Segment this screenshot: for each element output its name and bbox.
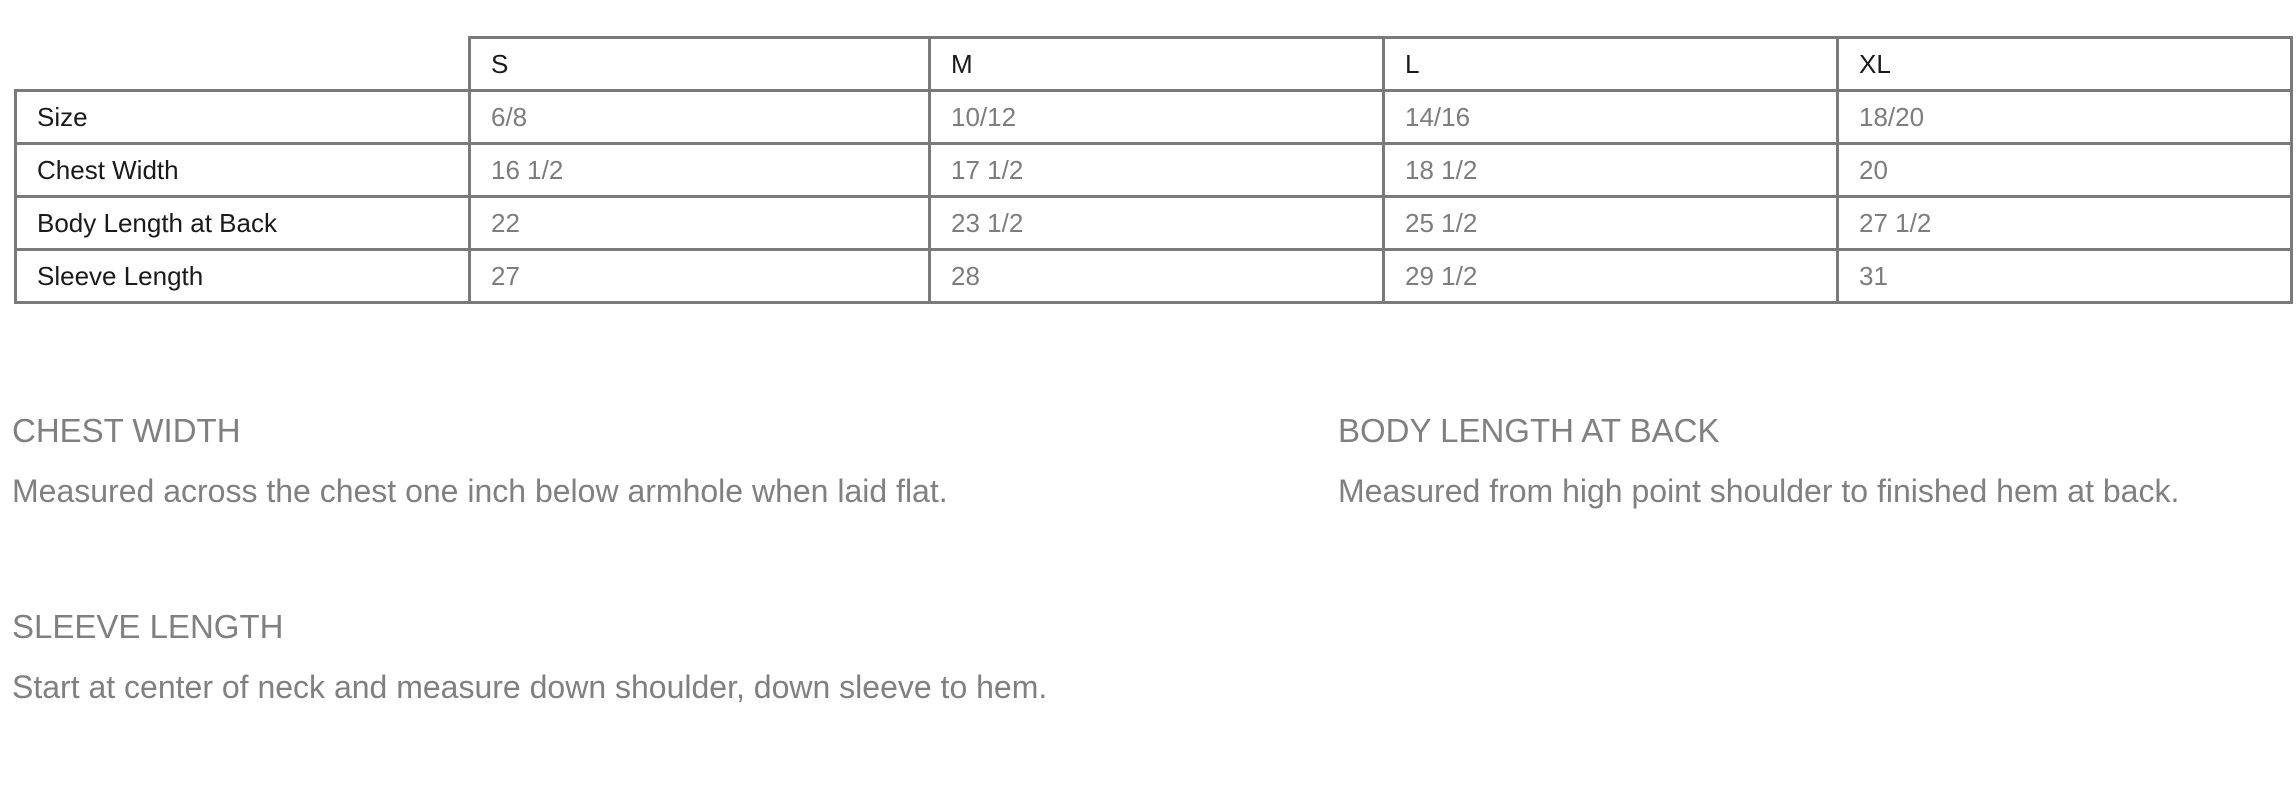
size-column-header: S [470,38,930,91]
table-row-sleeve-length [16,250,2292,303]
description-title: CHEST WIDTH [12,412,241,449]
size-header-row [16,38,2292,91]
row-label: Body Length at Back [16,197,470,250]
table-cell: 6/8 [470,91,930,144]
table-cell: 27 [470,250,930,303]
table-row-size [16,91,2292,144]
table-cell: 22 [470,197,930,250]
table-cell: 16 1/2 [470,144,930,197]
table-cell: 10/12 [930,91,1384,144]
description-title: SLEEVE LENGTH [12,608,284,645]
row-label: Chest Width [16,144,470,197]
size-column-header: M [930,38,1384,91]
description-text: Start at center of neck and measure down shoulder, down sleeve to hem. [12,669,1048,705]
table-cell: 17 1/2 [930,144,1384,197]
size-chart-table [14,36,2293,304]
table-cell: 20 [1838,144,2292,197]
chest-width-description [12,411,948,511]
description-text: Measured from high point shoulder to finished hem at back. [1338,473,2180,509]
table-cell: 29 1/2 [1384,250,1838,303]
description-text: Measured across the chest one inch below armhole when laid flat. [12,473,948,509]
size-column-header: L [1384,38,1838,91]
row-label: Size [16,91,470,144]
table-cell: 18/20 [1838,91,2292,144]
body-length-description [1338,411,2179,511]
table-cell: 25 1/2 [1384,197,1838,250]
table-cell: 14/16 [1384,91,1838,144]
table-cell: 31 [1838,250,2292,303]
table-row-body-length [16,197,2292,250]
table-cell: 23 1/2 [930,197,1384,250]
description-title: BODY LENGTH AT BACK [1338,412,1720,449]
header-corner-cell [16,38,470,91]
table-cell: 27 1/2 [1838,197,2292,250]
table-cell: 18 1/2 [1384,144,1838,197]
sleeve-length-description [12,607,1047,707]
size-column-header: XL [1838,38,2292,91]
table-cell: 28 [930,250,1384,303]
table-row-chest-width [16,144,2292,197]
row-label: Sleeve Length [16,250,470,303]
